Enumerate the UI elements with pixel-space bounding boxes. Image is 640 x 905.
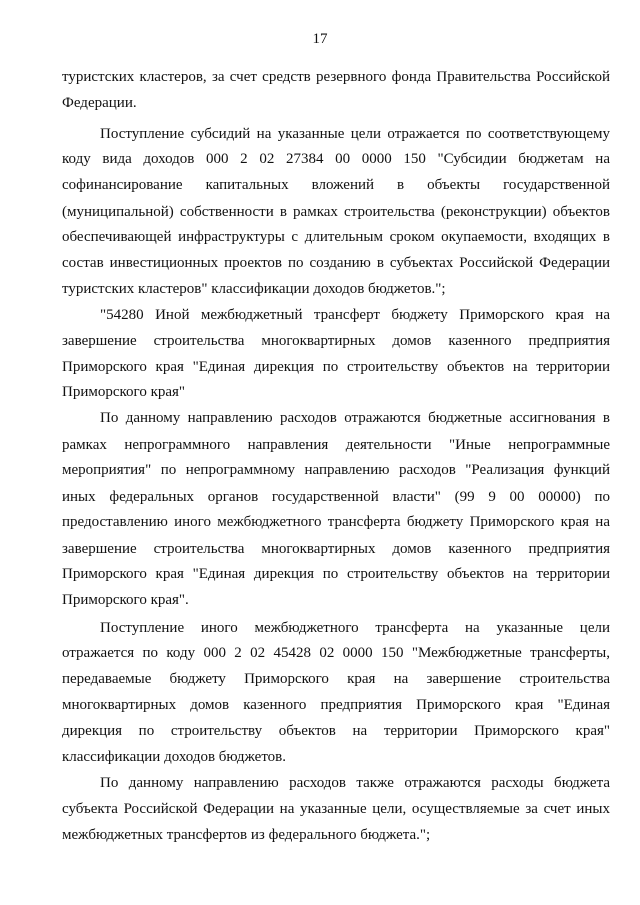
text-line: обеспечивающей инфраструктуры с длительным сроком окупаемости, входящих в [62, 229, 610, 245]
text-line: рамках непрограммного направления деятельности "Иные непрограммные [62, 437, 610, 453]
text-line: туристских кластеров" классификации доходов бюджетов."; [62, 281, 446, 297]
paragraph-first-line: По данному направлению расходов отражаются бюджетные ассигнования в [100, 410, 610, 426]
text-line: завершение строительства многоквартирных домов казенного предприятия [62, 541, 610, 557]
text-line: состав инвестиционных проектов по созданию в субъектах Российской Федерации [62, 255, 610, 271]
text-line: иных федеральных органов государственной власти" (99 9 00 00000) по [62, 489, 610, 505]
text-line: Федерации. [62, 95, 137, 111]
paragraph-first-line: Поступление субсидий на указанные цели отражается по соответствующему [100, 126, 610, 142]
text-line: многоквартирных домов казенного предприятия Приморского края "Единая [62, 697, 610, 713]
text-line: передаваемые бюджету Приморского края на завершение строительства [62, 671, 610, 687]
text-line: туристских кластеров, за счет средств резервного фонда Правительства Российской [62, 69, 610, 85]
text-line: отражается по коду 000 2 02 45428 02 0000 150 "Межбюджетные трансферты, [62, 645, 610, 661]
text-line: субъекта Российской Федерации на указанные цели, осуществляемые за счет иных [62, 801, 610, 817]
text-line: предоставлению иного межбюджетного трансферта бюджету Приморского края на [62, 514, 610, 530]
text-line: Приморского края". [62, 592, 189, 608]
text-line: Приморского края" [62, 384, 186, 400]
text-line: межбюджетных трансфертов из федерального бюджета."; [62, 827, 431, 843]
text-line: Приморского края "Единая дирекция по строительству объектов на территории [62, 566, 610, 582]
paragraph-first-line: "54280 Иной межбюджетный трансферт бюджету Приморского края на [100, 307, 610, 323]
paragraph-first-line: Поступление иного межбюджетного трансферта на указанные цели [100, 620, 610, 636]
text-line: коду вида доходов 000 2 02 27384 00 0000 150 "Субсидии бюджетам на [62, 151, 610, 167]
paragraph-first-line: По данному направлению расходов также отражаются расходы бюджета [100, 775, 610, 791]
text-line: завершение строительства многоквартирных домов казенного предприятия [62, 333, 610, 349]
text-line: классификации доходов бюджетов. [62, 749, 287, 765]
text-line: мероприятия" по непрограммному направлению расходов "Реализация функций [62, 462, 610, 478]
text-line: дирекция по строительству объектов на территории Приморского края" [62, 723, 610, 739]
text-line: софинансирование капитальных вложений в объекты государственной [62, 177, 610, 193]
text-line: (муниципальной) собственности в рамках строительства (реконструкции) объектов [62, 204, 610, 220]
page-number: 17 [312, 31, 328, 47]
text-line: Приморского края "Единая дирекция по строительству объектов на территории [62, 359, 610, 375]
